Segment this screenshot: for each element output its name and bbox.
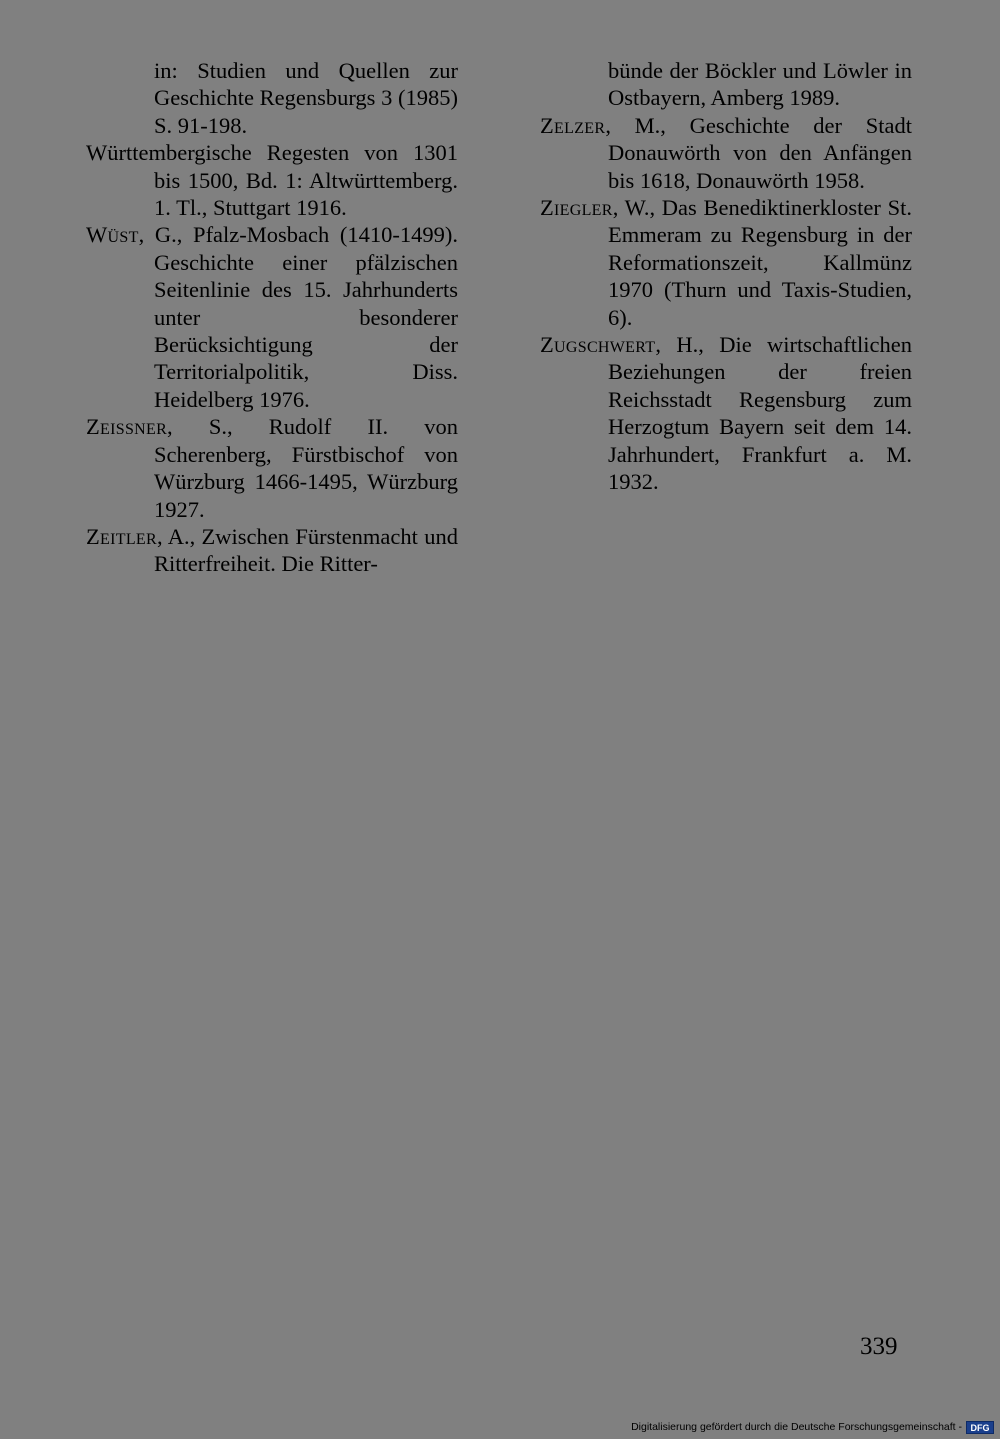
page-number: 339 xyxy=(860,1333,898,1360)
right-column xyxy=(540,57,912,496)
entry-author: Wüst xyxy=(86,222,139,248)
entry-text: , S., Rudolf II. von Scherenberg, Fürstbischof von Würzburg 1466-1495, Würzburg 1927. xyxy=(154,414,458,522)
entry-author: Ziegler xyxy=(540,195,613,221)
bibliography-continuation: in: Studien und Quellen zur Geschichte Regensburgs 3 (1985) S. 91-198. xyxy=(154,58,458,138)
entry-text: , W., Das Benediktinerkloster St. Emmeram zu Regensburg in der Reformationszeit, Kallmünz 1970 (Thurn und Taxis-Studien, 6). xyxy=(608,195,912,330)
entry-author: Zugschwert xyxy=(540,332,656,358)
entry-text: , M., Geschichte der Stadt Donauwörth von den Anfängen bis 1618, Donauwörth 1958. xyxy=(605,112,912,193)
bibliography-entry xyxy=(86,139,458,221)
entry-author: Zeissner xyxy=(86,414,168,440)
bibliography-entry xyxy=(540,112,912,194)
dfg-logo: DFG xyxy=(966,1421,994,1434)
bibliography-entry xyxy=(86,221,458,413)
entry-text: , G., Pfalz-Mosbach (1410-1499). Geschichte einer pfälzischen Seitenlinie des 15. Jahrhunderts unter besonderer Berücksichtigung der Territorialpolitik, Diss. Heidelberg 1976. xyxy=(138,222,458,412)
entry-text: Württembergische Regesten von 1301 bis 1500, Bd. 1: Altwürttemberg. 1. Tl., Stuttgart 1916. xyxy=(86,140,458,221)
bibliography-entry xyxy=(86,413,458,523)
bibliography-entry xyxy=(86,523,458,578)
bibliography-continuation: bünde der Böckler und Löwler in Ostbayern, Amberg 1989. xyxy=(608,58,912,111)
entry-author: Zelzer xyxy=(540,112,606,138)
left-column xyxy=(86,57,458,578)
entry-text: , H., Die wirtschaftlichen Beziehungen der freien Reichsstadt Regensburg zum Herzogtum Bayern seit dem 14. Jahrhundert, Frankfurt a. M. 1932. xyxy=(608,332,912,495)
entry-author: Zeitler xyxy=(86,523,157,549)
bibliography-entry xyxy=(540,194,912,331)
entry-text: , A., Zwischen Fürstenmacht und Ritterfreiheit. Die Ritter- xyxy=(154,523,458,577)
bibliography-entry xyxy=(540,331,912,495)
digitization-credit: Digitalisierung gefördert durch die Deutsche Forschungsgemeinschaft - xyxy=(631,1421,962,1433)
